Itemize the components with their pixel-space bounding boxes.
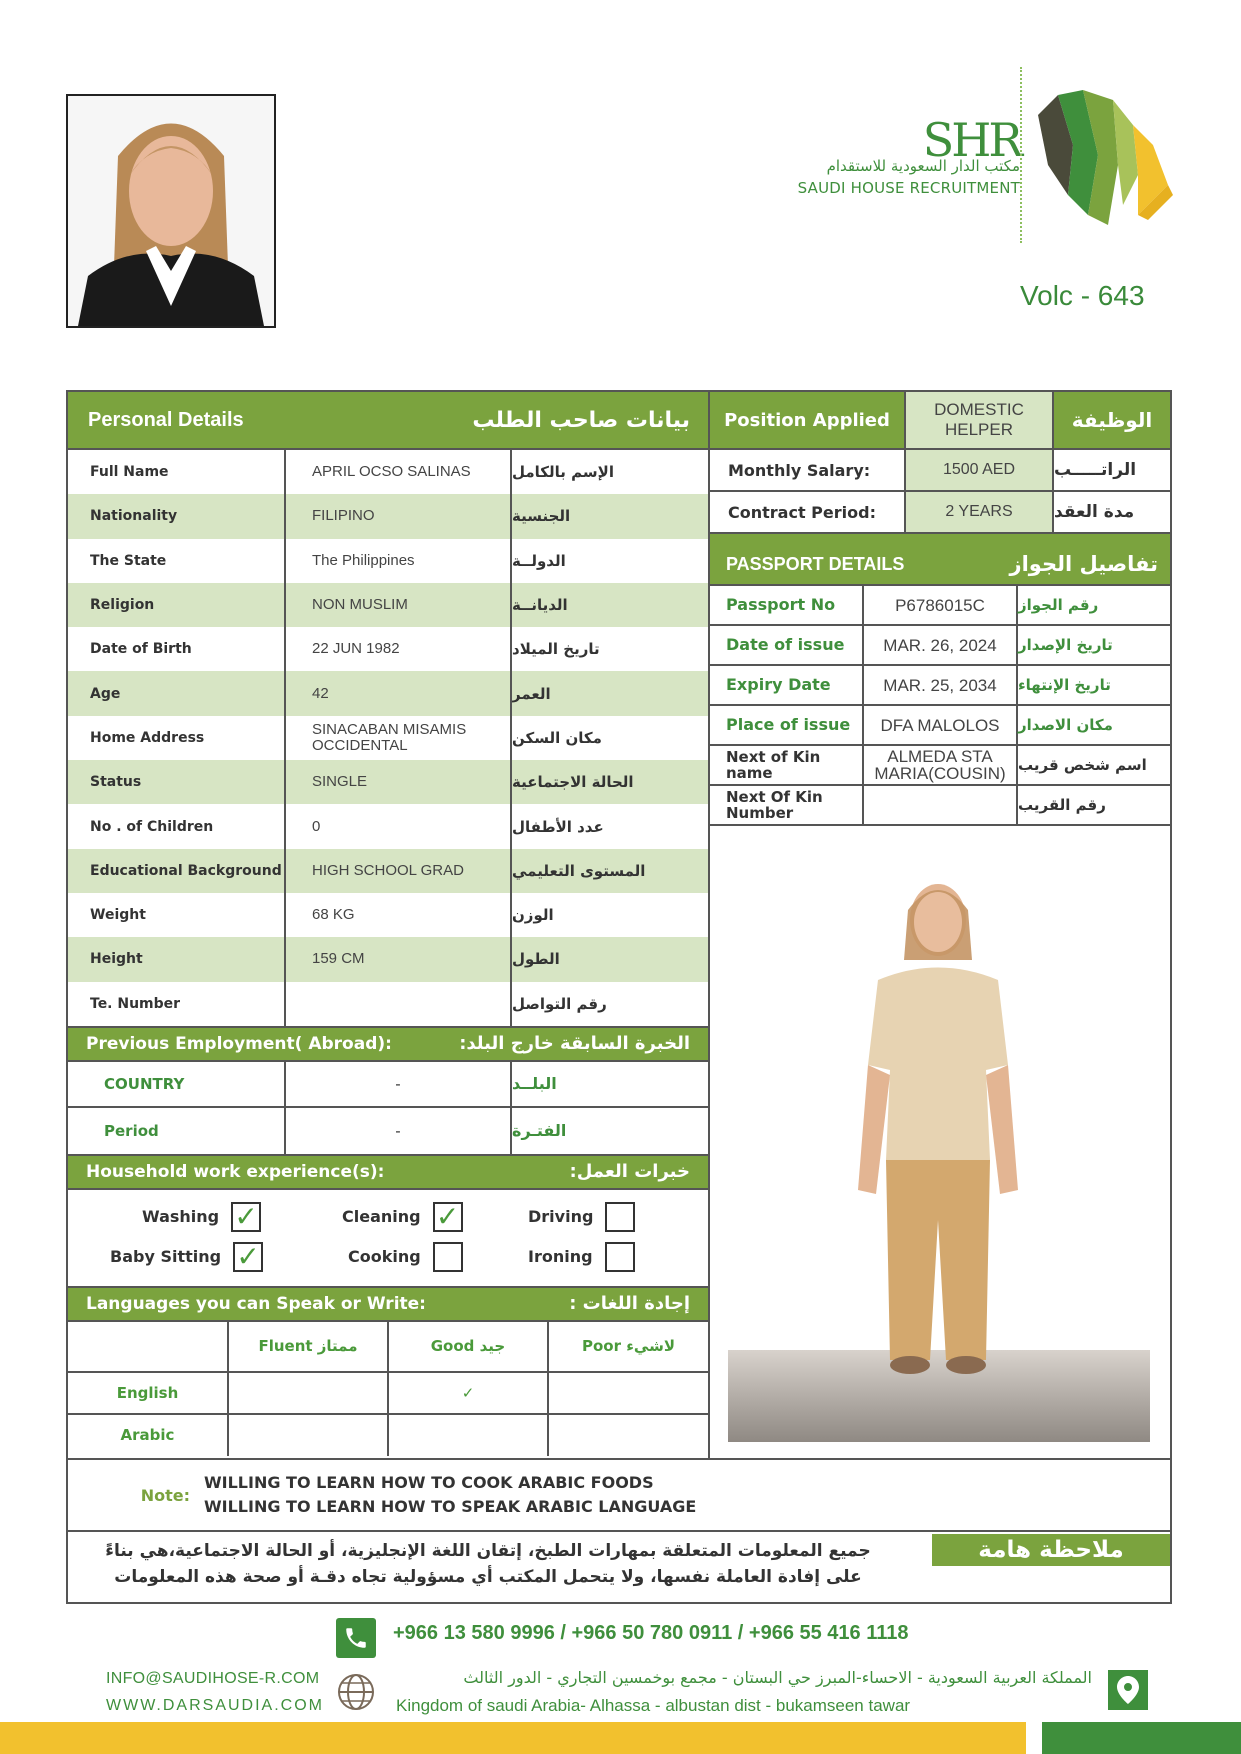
row-label: Status [68,760,286,804]
employment-table [68,1062,708,1154]
disclaimer-text [88,1538,888,1590]
languages-header [68,1286,708,1322]
passport-header [710,544,1170,586]
skill-checkbox [605,1242,635,1272]
applicant-full-body-photo [728,860,1150,1442]
contract-value: 2 YEARS [906,492,1054,532]
language-name: English [68,1372,228,1414]
row-label: The State [68,539,286,583]
skill-cleaning [342,1199,463,1233]
globe-icon [336,1672,376,1712]
important-note-badge: ملاحظة هامة [932,1534,1170,1566]
skill-checkbox: ✓ [231,1202,261,1232]
row-value: NON MUSLIM [286,583,512,627]
contract-label: Contract Period: [710,492,906,532]
row-label: Home Address [68,716,286,760]
personal-row-phone [68,982,708,1026]
personal-row-birth-date [68,627,708,671]
languages-table [68,1322,708,1456]
skill-cooking [348,1242,463,1272]
row-value: SINGLE [286,760,512,804]
column-fluent: Fluent ممتاز [228,1322,388,1372]
row-label-ar: عدد الأطفال [512,817,604,836]
row-label: Passport No [710,586,864,624]
languages-header-row [68,1322,708,1372]
row-label: COUNTRY [68,1062,286,1106]
personal-details-title-ar: بيانات صاحب الطلب [472,407,690,433]
applicant-portrait-photo [66,94,276,328]
row-label: Religion [68,583,286,627]
contract-row [710,492,1170,534]
row-value: 42 [286,671,512,715]
salary-value: 1500 AED [906,450,1054,490]
row-label-ar: الحالة الاجتماعية [512,773,634,792]
personal-row-status [68,760,708,804]
row-label-ar: الوزن [512,906,554,925]
logo-arabic-name: مكتب الدار السعودية للاستقدام [826,157,1020,175]
skill-checkbox: ✓ [433,1202,463,1232]
phone-icon [336,1618,376,1658]
row-label: No . of Children [68,804,286,848]
row-label: Date of Birth [68,627,286,671]
fluent-cell [228,1372,388,1414]
disclaimer-line: على إفادة العاملة نفسها، ولا يتحمل المكتب أي مسؤولية تجاه دقـة أو صحة هذه المعلومات [114,1567,862,1587]
row-label-ar: رقم التواصل [512,994,607,1013]
salary-label-ar: الراتـــــب [1054,460,1137,480]
row-value: HIGH SCHOOL GRAD [286,849,512,893]
note-label: Note: [140,1485,190,1505]
footer-yellow-bar [0,1722,1026,1754]
good-cell: ✓ [388,1372,548,1414]
employment-row-period [68,1108,708,1154]
row-value: DFA MALOLOS [864,706,1018,744]
skill-driving [528,1202,635,1232]
column-poor: Poor لاشيء [548,1322,708,1372]
logo-english-name: SAUDI HOUSE RECRUITMENT [797,179,1020,197]
skill-checkbox [433,1242,463,1272]
poor-cell [548,1372,708,1414]
row-label-ar: الفتـرة [512,1121,567,1141]
row-label: Te. Number [68,982,286,1026]
personal-row-home-address [68,716,708,760]
passport-title-en: PASSPORT DETAILS [726,553,905,574]
skill-washing [142,1199,261,1233]
personal-row-children [68,804,708,848]
salary-label: Monthly Salary: [710,450,906,490]
language-row-english [68,1372,708,1414]
row-label-ar: الديانــة [512,596,568,615]
row-label-ar: الطول [512,950,560,969]
saudi-map-logo-icon [1028,85,1178,235]
company-logo [790,65,1180,245]
salary-row [710,450,1170,492]
row-label-ar: مكان الاصدار [1018,716,1113,734]
note-section [68,1458,1170,1532]
personal-row-education [68,849,708,893]
row-value: SINACABAN MISAMIS OCCIDENTAL [286,716,512,760]
row-value: 68 KG [286,893,512,937]
row-label-ar: اسم شخص قريب [1018,756,1147,774]
row-value: 159 CM [286,937,512,981]
disclaimer-section [68,1532,1170,1602]
address-english: Kingdom of saudi Arabia- Alhassa - albustan dist - bukamseen tawar [396,1696,911,1715]
contact-email[interactable]: INFO@SAUDIHOSE-R.COM [106,1670,320,1687]
personal-details-section [68,392,708,1456]
skill-label: Baby Sitting [110,1247,222,1267]
personal-row-height [68,937,708,981]
languages-title-ar: إجادة اللغات : [569,1293,690,1315]
employment-title-en: Previous Employment( Abroad): [86,1033,392,1054]
row-label: Age [68,671,286,715]
employment-header [68,1026,708,1062]
languages-title-en: Languages you can Speak or Write: [86,1293,426,1314]
skill-label: Cleaning [342,1207,421,1227]
row-label: Height [68,937,286,981]
row-label: Period [68,1108,286,1154]
passport-row-kin-name [710,746,1170,786]
language-row-arabic [68,1414,708,1456]
skill-label: Ironing [528,1247,593,1267]
row-label: Educational Background [68,849,286,893]
row-value: FILIPINO [286,494,512,538]
good-cell [388,1414,548,1456]
passport-row-issue-date [710,626,1170,666]
logo-mark: SHR [922,113,1020,167]
personal-row-religion [68,583,708,627]
skill-label: Washing [142,1207,220,1227]
skill-label: Driving [528,1207,594,1227]
row-value: ALMEDA STA MARIA(COUSIN) [864,746,1018,784]
row-value: - [286,1108,512,1154]
disclaimer-line: جميع المعلومات المتعلقة بمهارات الطبخ، إتقان اللغة الإنجليزية، أو الحالة الاجتماعية،هي بناءً [105,1541,871,1561]
personal-row-state [68,539,708,583]
row-label-ar: رقم الجواز [1018,596,1099,614]
footer-green-bar [1042,1722,1241,1754]
row-label-ar: تاريخ الإنتهاء [1018,676,1111,694]
row-label: Date of issue [710,626,864,664]
row-value [864,786,1018,824]
note-line: WILLING TO LEARN HOW TO SPEAK ARABIC LANGUAGE [204,1497,697,1516]
row-label-ar: البلــد [512,1074,557,1094]
row-value: MAR. 25, 2034 [864,666,1018,704]
row-label: Full Name [68,450,286,494]
personal-row-age [68,671,708,715]
position-applied-row [710,392,1170,450]
row-label-ar: مكان السكن [512,728,602,747]
passport-row-expiry-date [710,666,1170,706]
row-label-ar: رقم القريب [1018,796,1106,814]
address-arabic: المملكة العربية السعودية - الاحساء-المبرز حي البستان - مجمع بوخمسين التجاري - الدور الثالث [463,1668,1092,1687]
row-label-ar: العمر [512,684,551,703]
fluent-cell [228,1414,388,1456]
skill-checkbox: ✓ [233,1242,263,1272]
row-label: Expiry Date [710,666,864,704]
personal-row-nationality [68,494,708,538]
household-header [68,1154,708,1190]
position-value: DOMESTIC HELPER [906,392,1054,448]
passport-spacer [710,534,1170,544]
contact-website[interactable]: WWW.DARSAUDIA.COM [106,1697,324,1714]
reference-number: Volc - 643 [1020,280,1145,311]
position-label-en: Position Applied [710,392,906,448]
personal-details-title-en: Personal Details [88,408,244,431]
household-skills [68,1190,708,1286]
passport-row-kin-number [710,786,1170,826]
row-label-ar: تاريخ الميلاد [512,640,600,659]
row-label-ar: المستوى التعليمي [512,861,646,880]
row-value: MAR. 26, 2024 [864,626,1018,664]
location-pin-icon [1108,1670,1148,1710]
language-name: Arabic [68,1414,228,1456]
row-value: APRIL OCSO SALINAS [286,450,512,494]
row-value: 0 [286,804,512,848]
position-passport-section [708,392,1170,1458]
note-line: WILLING TO LEARN HOW TO COOK ARABIC FOODS [204,1473,654,1492]
personal-row-weight [68,893,708,937]
contact-phones[interactable]: +966 13 580 9996 / +966 50 780 0911 / +966 55 416 1118 [393,1622,909,1644]
row-label: Nationality [68,494,286,538]
row-label-ar: الإسم بالكامل [512,463,614,482]
household-title-en: Household work experience(s): [86,1161,385,1182]
employment-title-ar: الخبرة السابقة خارج البلد: [459,1033,690,1055]
logo-divider [1020,67,1022,243]
row-label: Weight [68,893,286,937]
row-value: 22 JUN 1982 [286,627,512,671]
household-title-ar: خبرات العمل: [569,1161,690,1183]
row-value [286,982,512,1026]
personal-details-header [68,392,708,450]
position-label-ar: الوظيفة [1054,392,1170,448]
row-label: Next of Kin name [710,746,864,784]
row-label-ar: الجنسية [512,507,571,526]
note-lines [204,1471,696,1519]
column-good: Good جيد [388,1322,548,1372]
row-label-ar: تاريخ الإصدار [1018,636,1113,654]
row-value: P6786015C [864,586,1018,624]
row-label-ar: الدولــة [512,551,566,570]
cv-main-frame [66,390,1172,1604]
row-label: Place of issue [710,706,864,744]
row-label: Next Of Kin Number [710,786,864,824]
passport-row-issue-place [710,706,1170,746]
passport-row-number [710,586,1170,626]
skill-label: Cooking [348,1247,421,1267]
poor-cell [548,1414,708,1456]
languages-corner-cell [68,1322,228,1372]
skill-baby-sitting [110,1239,263,1273]
employment-row-country [68,1062,708,1108]
row-value: The Philippines [286,539,512,583]
contract-label-ar: مدة العقد [1054,502,1135,522]
skill-checkbox [605,1202,635,1232]
row-value: - [286,1062,512,1106]
personal-row-full-name [68,450,708,494]
passport-title-ar: تفاصيل الجواز [1009,552,1158,576]
skill-ironing [528,1242,635,1272]
